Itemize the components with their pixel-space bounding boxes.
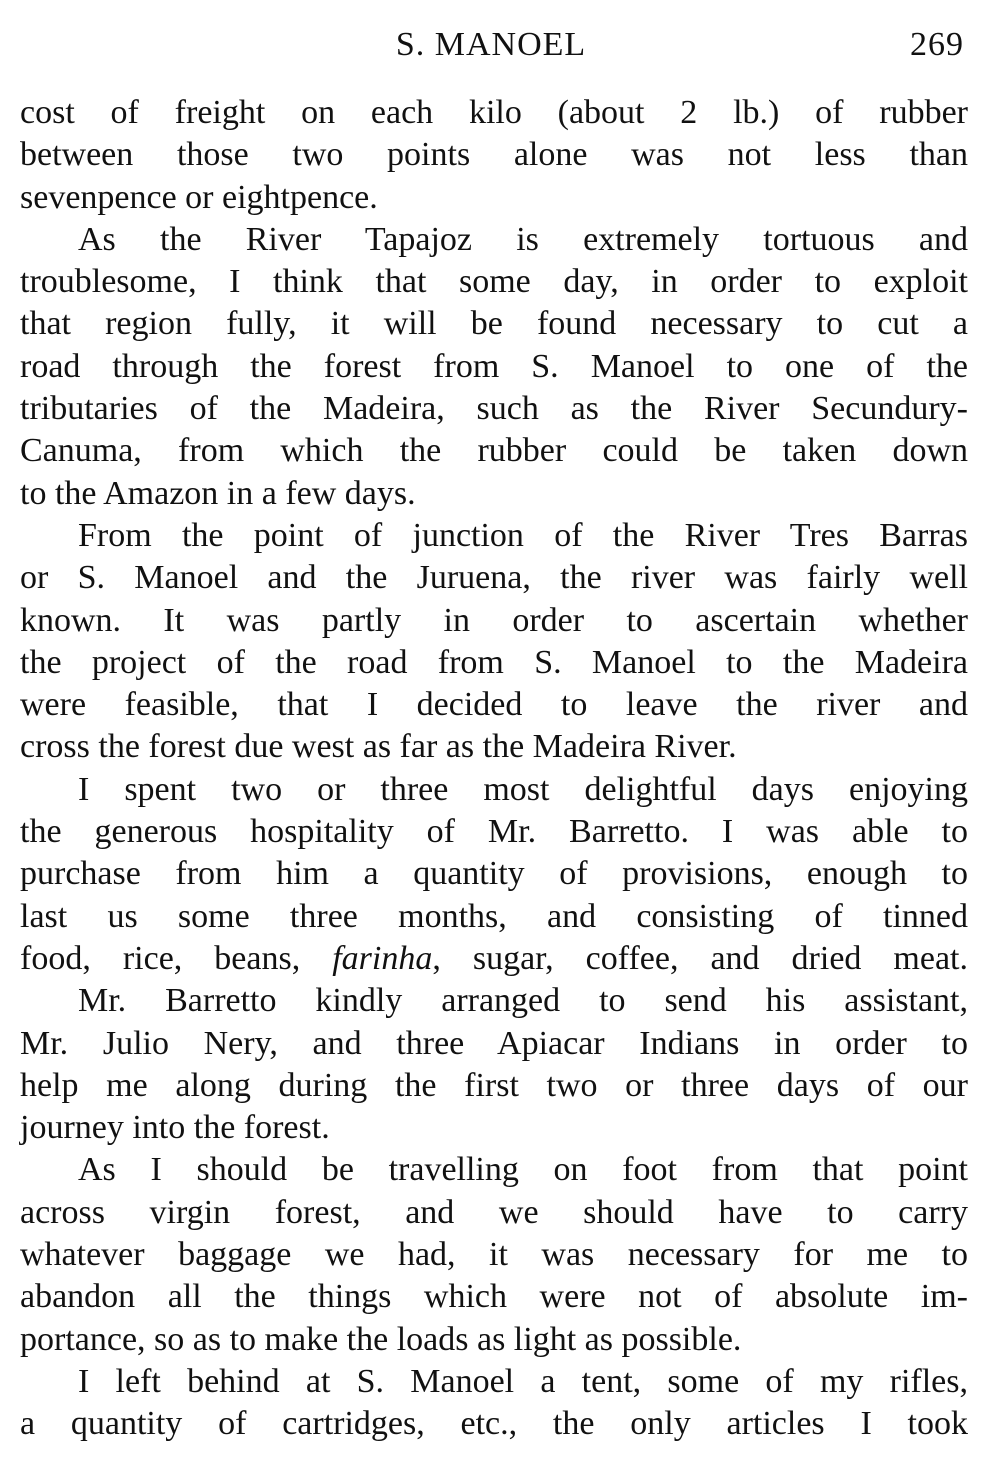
text-line: road through the forest from S. Manoel to one of the — [20, 347, 968, 385]
text-line: troublesome, I think that some day, in order to exploit — [20, 263, 968, 301]
text-line: journey into the forest. — [20, 1109, 330, 1147]
text-line: known. It was partly in order to ascertain whether — [20, 601, 968, 639]
running-head — [18, 26, 964, 74]
text-line: From the point of junction of the River Tres Barras — [78, 516, 968, 554]
text-line: a quantity of cartridges, etc., the only articles I took — [20, 1405, 968, 1443]
text-line: Canuma, from which the rubber could be taken down — [20, 432, 968, 470]
text-line: Mr. Barretto kindly arranged to send his assistant, — [78, 982, 968, 1020]
text-line: Mr. Julio Nery, and three Apiacar Indians in order to — [20, 1024, 968, 1062]
text-line: to the Amazon in a few days. — [20, 474, 416, 512]
text-line — [20, 938, 968, 980]
text-line: were feasible, that I decided to leave the river and — [20, 686, 968, 724]
text-line: portance, so as to make the loads as light as possible. — [20, 1320, 742, 1358]
text-line: As the River Tapajoz is extremely tortuous and — [78, 220, 968, 258]
text-line: I left behind at S. Manoel a tent, some of my rifles, — [78, 1362, 968, 1400]
text-line: or S. Manoel and the Juruena, the river was fairly well — [20, 559, 968, 597]
text-line: abandon all the things which were not of absolute im- — [20, 1278, 968, 1316]
text-line: cost of freight on each kilo (about 2 lb.) of rubber — [20, 94, 968, 131]
body-text — [20, 92, 968, 1446]
text-line: purchase from him a quantity of provisions, enough to — [20, 855, 968, 893]
text-line: that region fully, it will be found necessary to cut a — [20, 305, 968, 343]
running-title: S. MANOEL — [395, 26, 587, 63]
text-line: the project of the road from S. Manoel to the Madeira — [20, 643, 968, 681]
text-line: tributaries of the Madeira, such as the River Secundury- — [20, 390, 968, 428]
text-line: I spent two or three most delightful days enjoying — [78, 770, 968, 808]
text-line: between those two points alone was not less than — [20, 136, 968, 174]
text-line: the generous hospitality of Mr. Barretto. I was able to — [20, 813, 968, 851]
text-line: whatever baggage we had, it was necessary for me to — [20, 1236, 968, 1274]
page-number: 269 — [910, 26, 964, 63]
text-segment: food, rice, beans, — [20, 939, 333, 977]
text-line: sevenpence or eightpence. — [20, 178, 378, 216]
italic-term: farinha — [332, 939, 433, 977]
text-line: As I should be travelling on foot from that point — [78, 1151, 968, 1189]
text-segment: , sugar, coffee, and dried meat. — [432, 939, 968, 977]
text-line: last us some three months, and consisting of tinned — [20, 897, 968, 935]
text-line: cross the forest due west as far as the Madeira River. — [20, 728, 737, 766]
text-line: across virgin forest, and we should have to carry — [20, 1193, 968, 1231]
text-line: help me along during the first two or three days of our — [20, 1066, 968, 1104]
